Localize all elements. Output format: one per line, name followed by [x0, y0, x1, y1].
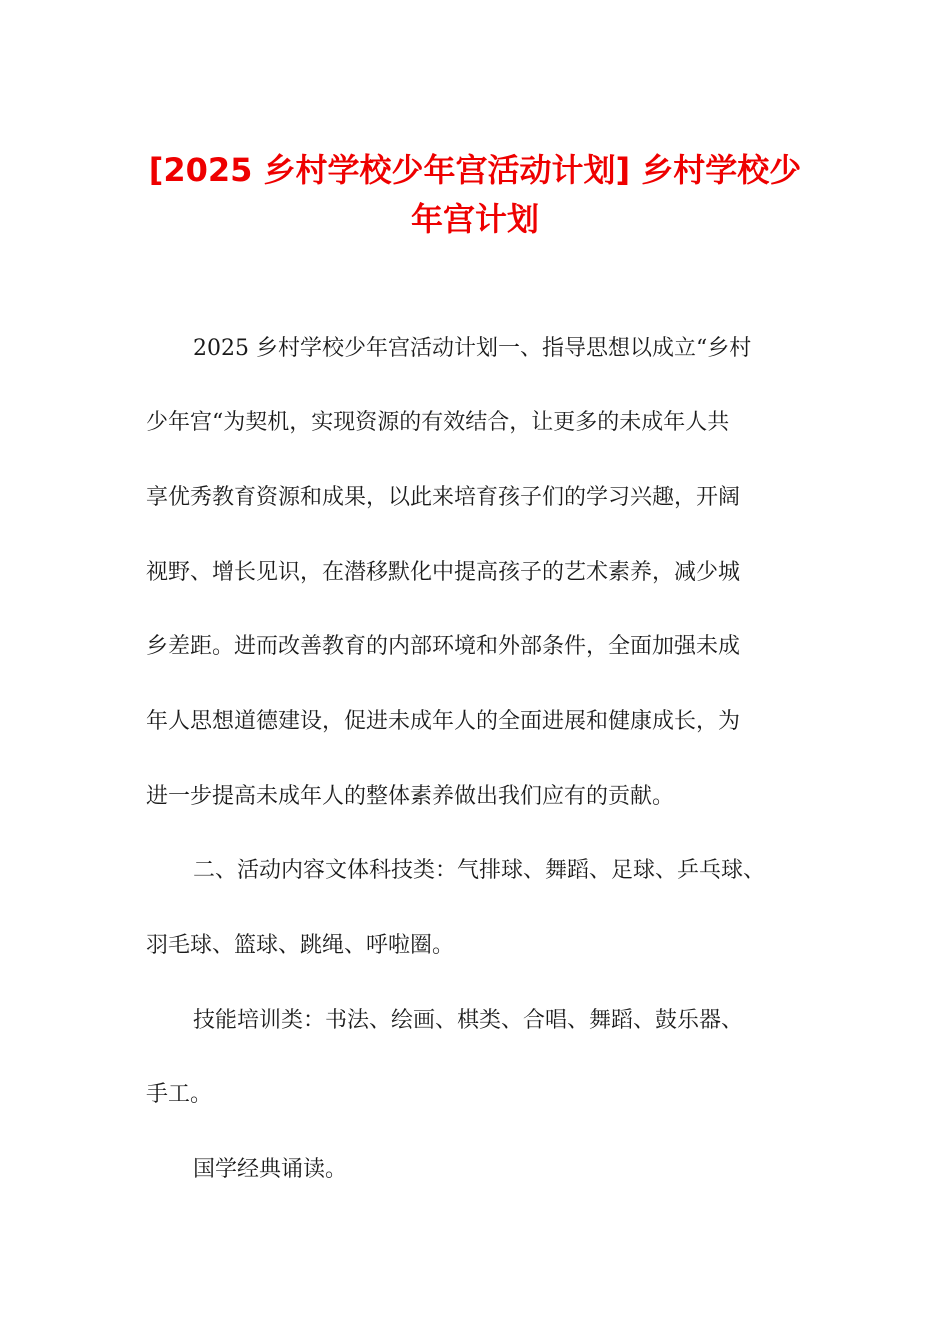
body-line-10: 技能培训类：书法、绘画、棋类、合唱、舞蹈、鼓乐器、 — [193, 1008, 744, 1033]
body-line-6: 年人思想道德建设，促进未成年人的全面进展和健康成长，为 — [146, 709, 741, 734]
body-line-5: 乡差距。进而改善教育的内部环境和外部条件，全面加强未成 — [146, 634, 741, 659]
body-line-1: 2025 乡村学校少年宫活动计划一、指导思想以成立“乡村 — [193, 336, 752, 361]
body-line-11: 手工。 — [146, 1082, 213, 1107]
document-title-line-2: 年宫计划 — [410, 200, 539, 238]
body-line-2: 少年宫“为契机，实现资源的有效结合，让更多的未成年人共 — [146, 410, 730, 435]
body-line-8: 二、活动内容文体科技类：气排球、舞蹈、足球、乒乓球、 — [193, 858, 766, 883]
body-line-4: 视野、增长见识，在潜移默化中提高孩子的艺术素养，减少城 — [146, 560, 741, 585]
document-title-line-1: [2025 乡村学校少年宫活动计划] 乡村学校少 — [148, 151, 802, 189]
body-line-3: 享优秀教育资源和成果，以此来培育孩子们的学习兴趣，开阔 — [146, 485, 741, 510]
body-line-9: 羽毛球、篮球、跳绳、呼啦圈。 — [146, 933, 455, 958]
body-line-12: 国学经典诵读。 — [193, 1157, 348, 1182]
body-line-7: 进一步提高未成年人的整体素养做出我们应有的贡献。 — [146, 784, 675, 809]
